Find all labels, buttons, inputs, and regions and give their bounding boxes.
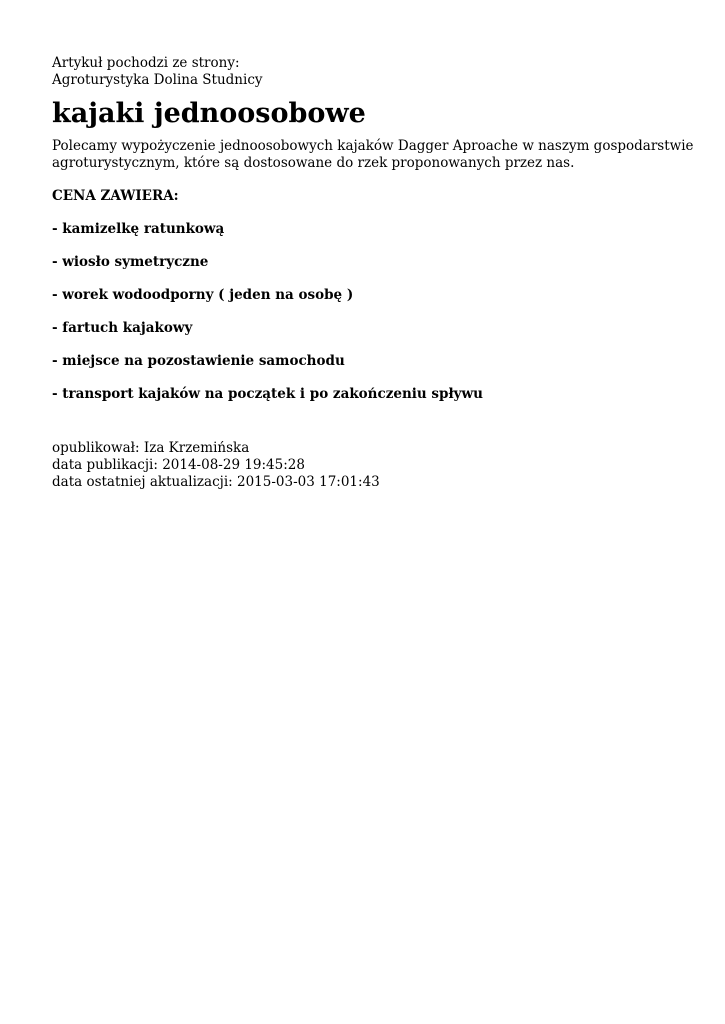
list-item: - fartuch kajakowy — [52, 320, 193, 336]
article-title: kajaki jednoosobowe — [52, 98, 366, 129]
list-item: - wiosło symetryczne — [52, 254, 209, 270]
list-item: - worek wodoodporny ( jeden na osobę ) — [52, 287, 354, 303]
includes-list — [52, 221, 692, 403]
source-site-name: Agroturystyka Dolina Studnicy — [52, 72, 263, 88]
source-label: Artykuł pochodzi ze strony: — [52, 55, 240, 71]
article-intro — [52, 138, 692, 172]
published-by: opublikował: Iza Krzemińska — [52, 440, 250, 456]
intro-line-2: agroturystycznym, które są dostosowane do rzek proponowanych przez nas. — [52, 155, 575, 171]
source-attribution — [52, 55, 692, 89]
list-item: - miejsce na pozostawienie samochodu — [52, 353, 345, 369]
published-date: data publikacji: 2014-08-29 19:45:28 — [52, 457, 305, 473]
list-item: - kamizelkę ratunkową — [52, 221, 225, 237]
intro-line-1: Polecamy wypożyczenie jednoosobowych kajaków Dagger Aproache w naszym gospodarstwie — [52, 138, 694, 154]
includes-heading: CENA ZAWIERA: — [52, 188, 179, 204]
document-page — [52, 55, 692, 491]
updated-date: data ostatniej aktualizacji: 2015-03-03 17:01:43 — [52, 474, 380, 490]
list-item: - transport kajaków na początek i po zakończeniu spływu — [52, 386, 483, 402]
publication-info — [52, 440, 692, 491]
